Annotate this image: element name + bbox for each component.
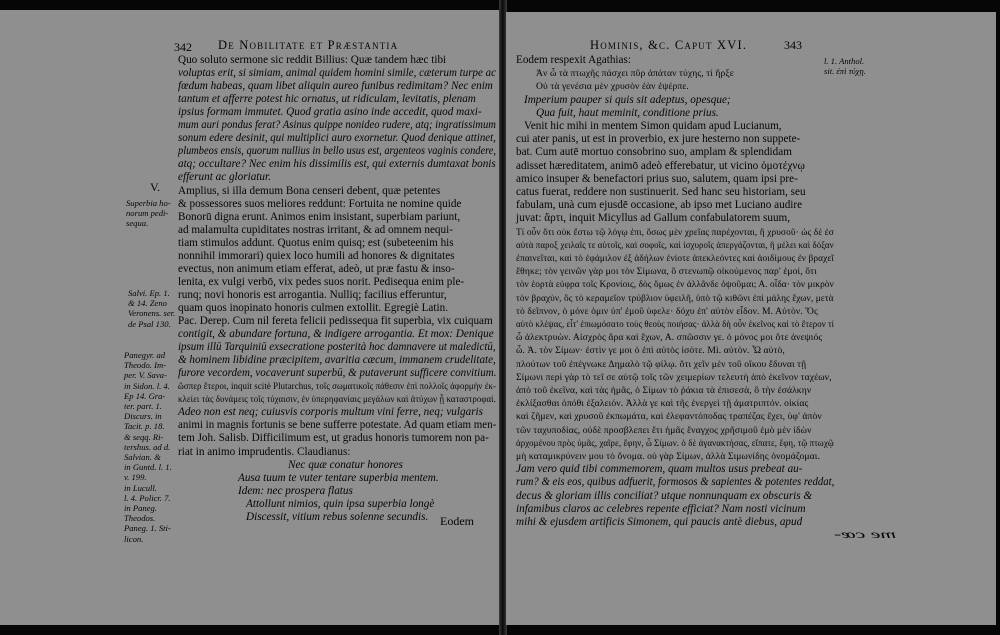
text-line: τὸ δεῖπνον, ὁ μόνε ὀμιν ὑπ' ἐμοῦ ὑφελε· δόχυ ἐπ' αὐτὸν εἶδον. Μ. Αὐτὸν. Ὅς bbox=[516, 305, 818, 317]
margin-note-line: sit. ἐπὶ τύχῃ. bbox=[824, 66, 866, 77]
text-line: ipsum illū Tarquiniū exsecratione posterità hoc damnavere ut maledictū, bbox=[178, 341, 496, 354]
text-line: Ausa tuum te vuter tentare superbia mentem. bbox=[238, 471, 439, 484]
text-line: & hominem libidine præcipitem, avaritia cæcum, immanem crudelitate, bbox=[178, 354, 496, 367]
margin-note bbox=[124, 350, 172, 544]
text-line: mihi & ejusdem artificis Simonem, qui paucis antè diebus, apud bbox=[516, 516, 803, 528]
text-line: amico insuper & benefactori prius suo, salutem, quam ipsi pre- bbox=[516, 172, 798, 185]
margin-note-line: Veronens. ser. bbox=[128, 308, 176, 319]
text-line: ipsius formam immutet. Quod gratia asino inde accedit, quod maxi- bbox=[178, 106, 482, 119]
text-line: τὸν βραχὺν, ὃς τὸ κεραμεῖον τρύβλιον ὑφειλῆ, ὑπὸ τῷ κιθῶνι ἐπὶ μάλης ἔχων, μετὰ bbox=[516, 292, 834, 304]
margin-note-line: Salvi. Ep. 1. bbox=[128, 288, 170, 298]
running-head-right: Hominis, &c. Caput XVI. bbox=[590, 38, 748, 52]
text-line: ἀρχομένου πρὸς ὑμᾶς, χαῖρε, ἔφην, ὦ Σίμων. ὁ δὲ ἀγανακτήσας, εἴπατε, ἔφη, τῷ πτωχῷ bbox=[516, 437, 834, 449]
text-line: & possessores suos meliores reddunt: Fortuita ne nomine quide bbox=[178, 197, 462, 210]
text-line: decus & gloriam illis conciliat? utque nonnunquam ex obscuris & bbox=[516, 489, 813, 502]
text-line: evectus, non animum etiam efferat, adeò, ut præ fastu & inso- bbox=[178, 262, 455, 275]
text-line: juvat: ἄρτι, inquit Micyllus ad Gallum confabulatorem suum, bbox=[516, 212, 791, 225]
margin-note-line: Ep 14. Gra- bbox=[124, 390, 166, 401]
margin-note-line: l. 1. Anthol. bbox=[824, 56, 865, 66]
text-line: voluptas erit, si simiam, animal quidem homini simile, cæterum turpe ac bbox=[178, 67, 496, 80]
text-line: runq; novi honoris est arrogantia. Nulliq; facilius efferuntur, bbox=[178, 288, 447, 301]
text-line: Discessit, vitium rebus solenne secundis. bbox=[246, 510, 429, 523]
text-line: ἐκλίξασθαι ὁπόθι ἐξαλειόν. Ἀλλὰ γε καὶ τῆς ἐνεργεὶ τῇ ἀματριπτόν. οἰκίας bbox=[516, 398, 809, 410]
text-line: μὴ καταμικρύνειν μου τὸ ὄνομα. οὐ γὰρ Σίμων, ἀλλὰ Σιμωνίδης ὀνομάζομαι. bbox=[516, 451, 820, 462]
text-line: Bonorū digna erunt. Animos enim insistant, superbiam pariunt, bbox=[178, 210, 461, 223]
text-line: plumbeos ensis, quorum nullius in bello usus est, argenteos vaginis condere, bbox=[178, 145, 496, 158]
text-line: riat in animo imprudentis. Claudianus: bbox=[178, 445, 351, 458]
text-line: infamibus claros ac celebres repente efficiat? Nam nosti vicinum bbox=[516, 502, 806, 515]
text-line: rum? & eis eos, quibus adfuerit, formosos & sapientes & potentes reddat, bbox=[516, 476, 835, 489]
text-line: ad malamulta cupiditates nostras irritant, & ad omnem nequi- bbox=[178, 223, 453, 236]
margin-note-line: in Lucull. bbox=[124, 482, 157, 493]
margin-note-line: in Sidon. l. 4. bbox=[124, 380, 170, 391]
text-line: lenita, ex vulgi verbō, vix pedes suos norit. Pedisequa enim ple- bbox=[178, 275, 465, 288]
margin-note-line: Salvian. & bbox=[124, 452, 161, 463]
text-line: nonnihil immorari) quiex loco humili ad honores & dignitates bbox=[178, 249, 455, 262]
text-line: Eodem respexit Agathias: bbox=[516, 54, 631, 66]
text-line: tantum et afferre potest hic ornatus, ut ridiculam, levitatis, plenam bbox=[178, 93, 476, 106]
text-line: τὸν ἑορτὰ εὐφρα τοῖς Κρονίοις, δὸς ὅμως ἐν ἀλλᾶνδε ὀψοῦμαι; Α. οἶδα· τὸν μικρὸν bbox=[516, 279, 834, 291]
text-line: animi in magnis fortunis se bene sufferre potestate. Ad quam etiam men- bbox=[178, 419, 497, 432]
margin-note-line: per. V. Sava- bbox=[124, 370, 167, 381]
text-line: tiam stimulos addunt. Quotus enim quisq; est (subeteenim his bbox=[178, 236, 454, 249]
text-line: ἀπὸ τοῦ ἐκεῖνα, καὶ τὰς ἡμᾶς, ὁ Σίμων τὸ ῥάκια τὰ ἐπισεσὰ, ὃ τὴν ἐσάλκην bbox=[516, 385, 812, 396]
text-line: καὶ ζῆμεν, καὶ χρυσοῦ ἐκπωμάτα, καὶ ἐλεφαντόποδας τραπέζας ἔχει, ὑφ' ἀπὸν bbox=[516, 411, 822, 423]
text-line: tem Joh. Salisb. Difficilimum est, ut gradus honoris tumorem non pa- bbox=[178, 432, 489, 445]
left-page bbox=[0, 10, 500, 625]
text-line: contigit, & abundare fortuna, & indigere arrogantia. Et mox: Denique bbox=[178, 328, 494, 341]
margin-note-line: & 14. Zeno bbox=[128, 298, 167, 309]
text-line: Σίμωνι περὶ γὰρ τὸ τεῖ σε αὐτῷ τοῖς τῶν χειμερίων τελευτὴ ἀπὸ ἐκεῖνον ταχέων, bbox=[516, 371, 832, 383]
text-line: adisset hæreditatem, animō adeò efferebatur, ut vicino ὀμοτέχνῳ bbox=[516, 159, 805, 172]
margin-note-line: in Guntd. l. 1. bbox=[124, 462, 172, 473]
text-line: ἐπαινεῖται, καὶ τὸ ἐφάμιλον ἐξ ἀδήλων ἐνίοτε ἀπεκλεόντες καὶ ἀοιδίμους ἐν βραχεῖ bbox=[516, 253, 834, 264]
text-line: Nec quæ conatur honores bbox=[288, 458, 403, 471]
text-line: κλείει τὰς δυνάμεις τοῖς τύχαισιν, ἐν ὑπερηφανίαις μεγάλων καὶ ἀτύχων ᾖ καταστροφαί. bbox=[178, 394, 496, 406]
text-line: catus fuerat, reddere non sustinuerit. Sed hanc seu historiam, seu bbox=[516, 186, 806, 198]
margin-note-line: Superbia ho- bbox=[126, 198, 171, 208]
text-line: Pac. Derep. Cum nil fereta felicii pedissequa fit superbia, vix cuiquam bbox=[178, 315, 493, 327]
text-line: fœdum habeas, quam libet aliquin aureo funibus redimitam? Nec enim bbox=[178, 80, 493, 93]
text-line: quam quos inopinato honoris culmen extollit. Egregiè Latin. bbox=[178, 301, 449, 314]
text-line: Οὐ τὰ γενέσια μὲν χρυσὸν ἐὰν ἐψέρπε. bbox=[536, 81, 689, 93]
text-line: efferunt ac gloriatur. bbox=[178, 171, 271, 184]
margin-note-line: de Psal 130. bbox=[128, 318, 171, 329]
text-line: Jam vero quid tibi commemorem, quam multos usus prebeat au- bbox=[516, 463, 803, 476]
text-line: sonum edere desinit, qui multiplici auro exornetur. Quod denique attinet, bbox=[178, 132, 496, 145]
page-number-right: 343 bbox=[784, 38, 802, 52]
margin-note-line: v. 199. bbox=[124, 472, 147, 483]
page-number-left: 342 bbox=[174, 40, 192, 54]
text-line: ὦ. Ἀ. τὸν Σίμων· ἐστὶν γε μοι ὁ ἐπὶ αὐτὸς ἰσότε. Mi. αὐτὸν. Ὦ αὐτὸ, bbox=[516, 345, 785, 357]
margin-note-line: Theodo. Im- bbox=[124, 360, 167, 371]
text-line: Amplius, si illa demum Bona censeri debent, quæ petentes bbox=[178, 184, 441, 197]
text-line: Venit hic mihi in mentem Simon quidam apud Lucianum, bbox=[524, 120, 782, 132]
catchword: Eodem bbox=[440, 514, 474, 528]
text-line: Qua fuit, haut meminit, conditione prius. bbox=[536, 106, 719, 119]
margin-note-line: tershus. ad d. bbox=[124, 441, 171, 452]
text-line: ὥσπερ ἕτεροι, inquit scitè Plutarchus, τοῖς σωματικοῖς πάθεσιν ἐπὶ πολλοῖς ἀφορμὴν ἐκ- bbox=[178, 381, 497, 393]
text-line: ὦ ἀλεκτρυὼν. Αἰσχρὸς ἄρα καὶ ἔχων, Α. σπῶσσιν γε. ὁ μόνος μοι ὅτε ἀνεψιός bbox=[516, 332, 823, 344]
text-line: Imperium pauper si quis sit adeptus, opesque; bbox=[524, 93, 731, 106]
margin-note-line: & seqq. Ri- bbox=[124, 431, 164, 442]
margin-note bbox=[128, 288, 175, 329]
margin-note-line: norum pedi- bbox=[126, 208, 169, 219]
text-line: Ἀν ὦ τὰ πτωχῆς πάσχει πῦρ ἀπάταν τύχης, τί ἥρξε bbox=[536, 68, 734, 80]
section-mark: V. bbox=[150, 180, 161, 194]
margin-note-line: Discurs. in bbox=[124, 411, 162, 422]
running-head-left: De Nobilitate et Præstantia bbox=[218, 38, 399, 52]
margin-note-line: in Paneg. bbox=[124, 503, 157, 514]
text-line: atq; occultare? Nec enim his dissimilis est, qui externis dumtaxat bonis bbox=[178, 158, 496, 171]
text-line: mum auri pondus ferat? Asinus quippe nonideo rudere, atq; ingratissimum bbox=[178, 119, 496, 132]
margin-note-line: Panegyr. ad bbox=[124, 350, 166, 360]
text-line: bat. Cum autē mortuo consobrino suo, amplam & splendidam bbox=[516, 146, 792, 159]
margin-note-line: licon. bbox=[124, 533, 144, 544]
text-line: cui ater panis, ut est in proverbio, ex jure hesterno non suppete- bbox=[516, 133, 801, 146]
text-line: Quo soluto sermone sic reddit Billius: Quæ tandem hæc tibi bbox=[178, 54, 447, 66]
right-page bbox=[506, 12, 996, 625]
margin-note-line: Paneg. 1. Sti- bbox=[124, 523, 171, 534]
text-line: furore vecordem, vocaverunt superbū, & putaverunt sufficere convitium. bbox=[178, 367, 497, 380]
text-line: ἔθηκε; τὸν γεινῶν γὰρ μοι τὸν Σίμωνα, ὃ στενωπῷ οἰκούμενος παρ' ἐμοί, ὅτι bbox=[516, 266, 817, 278]
margin-note-line: l. 4. Policr. 7. bbox=[124, 492, 171, 503]
text-line: Τί οὖν ὅτι οὐκ ἔστω τῷ λόγῳ ἐπι, ὅσως μὲν χρεῖας παρέχονται, ἢ χρυσοῦ· ὡς δὲ ἐσ bbox=[516, 226, 834, 238]
margin-note-line: sequa. bbox=[126, 218, 149, 229]
text-line: fabulam, unà cum ejusdē occasione, ab ipso met Luciano audire bbox=[516, 199, 803, 212]
text-line: Adeo non est neq; cuiusvis corporis multum vini ferre, neq; vulgaris bbox=[178, 406, 484, 419]
margin-note bbox=[126, 198, 171, 229]
text-line: αὐτὸ κλέψας, εἶτ' ἐπιωμόσατο τοὺς θεοὺς ποιήσας· ἀλλὰ δὴ οὖν ἐκεῖνος καὶ τὸ ἕτερον τί bbox=[516, 319, 835, 330]
text-line: me cœ- bbox=[833, 529, 896, 542]
margin-note-line: Theodos. bbox=[124, 513, 156, 524]
text-line: Attollunt nimios, quin ipsa superbia longè bbox=[246, 497, 435, 510]
text-line: πλούτων τοῦ ἐπέγνωκε Δημαλὸ τῷ φίλῳ. ὅτι χεῖν μὲν τοῦ οἴκου ἔδυναι τῇ bbox=[516, 358, 807, 370]
margin-note-line: Tacit. p. 18. bbox=[124, 421, 165, 432]
text-line: αὐτὰ παροξ χειλαῖς τε αὐτοῖς, καὶ σοφοῖς, καὶ ἰσχυροῖς ἀπεργάζονται, ἢ μέλει καὶ δόξαν bbox=[516, 239, 834, 251]
text-line: Idem: nec prospera flatus bbox=[238, 484, 353, 497]
text-line: τῶν ταχυποδίας, οὐδὲ προσβλεπει ἔτι ἡμᾶς ἔναγχος χρῆσιμοῦ ἐμὸ μὲν ἰδὼν bbox=[516, 424, 812, 436]
margin-note-line: ter. part. 1. bbox=[124, 401, 162, 412]
